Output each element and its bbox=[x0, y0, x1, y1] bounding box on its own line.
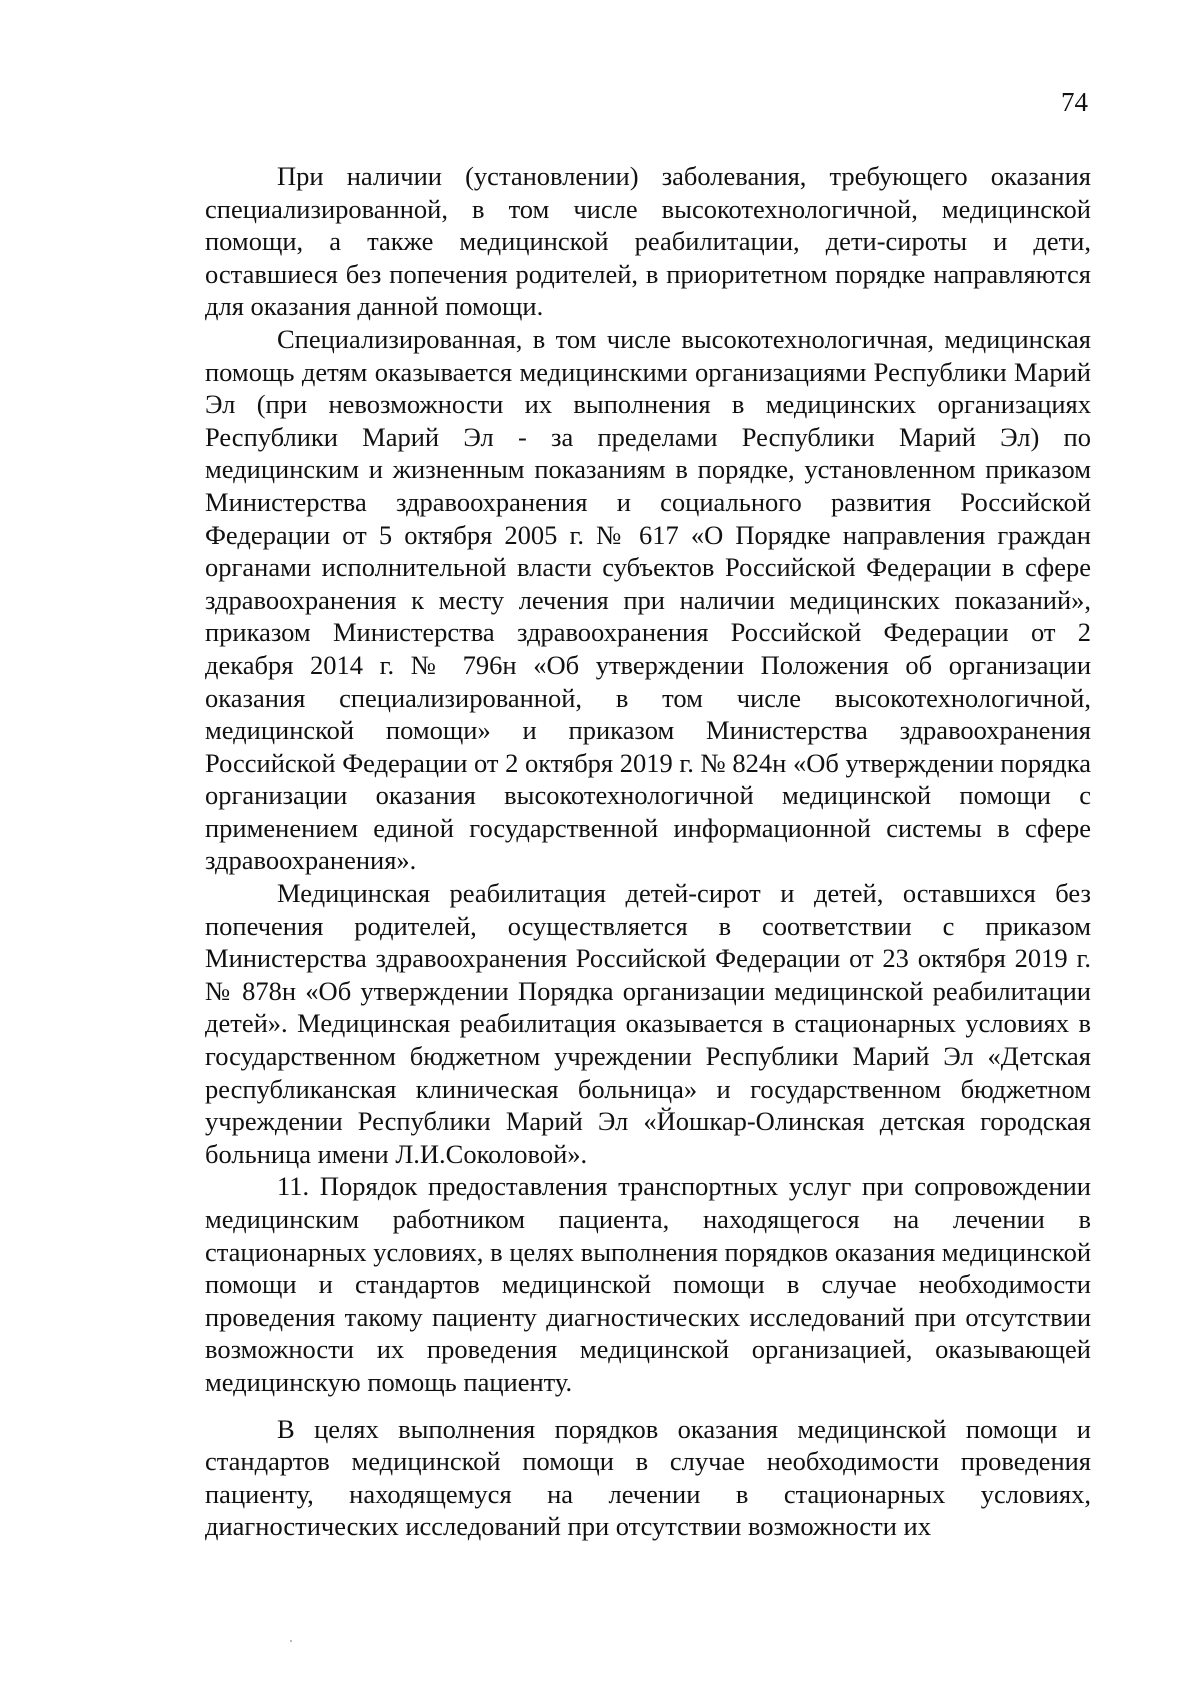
paragraph-priority-referral: При наличии (установлении) заболевания, требующего оказания специализированной, в том числе высокотехнологичной, медицинской помощи, а также медицинской реабилитации, дети-сироты и дети, оставшиеся без попечения родителей, в приоритетном порядке направляются для оказания данной помощи. bbox=[205, 161, 1091, 322]
paragraph-medical-rehabilitation: Медицинская реабилитация детей-сирот и детей, оставшихся без попечения родителей, осуществляется в соответствии с приказом Министерства здравоохранения Российской Федерации от 23 октября 2019 г. № 878н «Об утверждении Порядка организации медицинской реабилитации детей». Медицинская реабилитация оказывается в стационарных условиях в государственном бюджетном учреждении Республики Марий Эл «Детская республиканская клиническая больница» и государственном бюджетном учреждении Республики Марий Эл «Йошкар-Олинская детская городская больница имени Л.И.Соколовой». bbox=[205, 878, 1091, 1169]
paragraph-specialized-care: Специализированная, в том числе высокотехнологичная, медицинская помощь детям оказывается медицинскими организациями Республики Марий Эл (при невозможности их выполнения в медицинских организациях Республики Марий Эл - за пределами Республики Марий Эл) по медицинским и жизненным показаниям в порядке, установленном приказом Министерства здравоохранения и социального развития Российской Федерации от 5 октября 2005 г. № 617 «О Порядке направления граждан органами исполнительной власти субъектов Российской Федерации в сфере здравоохранения к месту лечения при наличии медицинских показаний», приказом Министерства здравоохранения Российской Федерации от 2 декабря 2014 г. № 796н «Об утверждении Положения об организации оказания специализированной, в том числе высокотехнологичной, медицинской помощи» и приказом Министерства здравоохранения Российской Федерации от 2 октября 2019 г. № 824н «Об утверждении порядка организации оказания высокотехнологичной медицинской помощи с применением единой государственной информационной системы в сфере здравоохранения». bbox=[205, 323, 1091, 876]
document-body bbox=[205, 160, 1091, 1543]
paragraph-diagnostic-transport: В целях выполнения порядков оказания медицинской помощи и стандартов медицинской помощи в случае необходимости проведения пациенту, находящемуся на лечении в стационарных условиях, диагностических исследований при отсутствии возможности их bbox=[205, 1413, 1091, 1542]
paragraph-section-11-heading: 11. Порядок предоставления транспортных услуг при сопровождении медицинским работником пациента, находящегося на лечении в стационарных условиях, в целях выполнения порядков оказания медицинской помощи и стандартов медицинской помощи в случае необходимости проведения такому пациенту диагностических исследований при отсутствии возможности их проведения медицинской организацией, оказывающей медицинскую помощь пациенту. bbox=[205, 1171, 1091, 1397]
scan-speck bbox=[290, 1640, 292, 1642]
page-number: 74 bbox=[1061, 87, 1088, 117]
